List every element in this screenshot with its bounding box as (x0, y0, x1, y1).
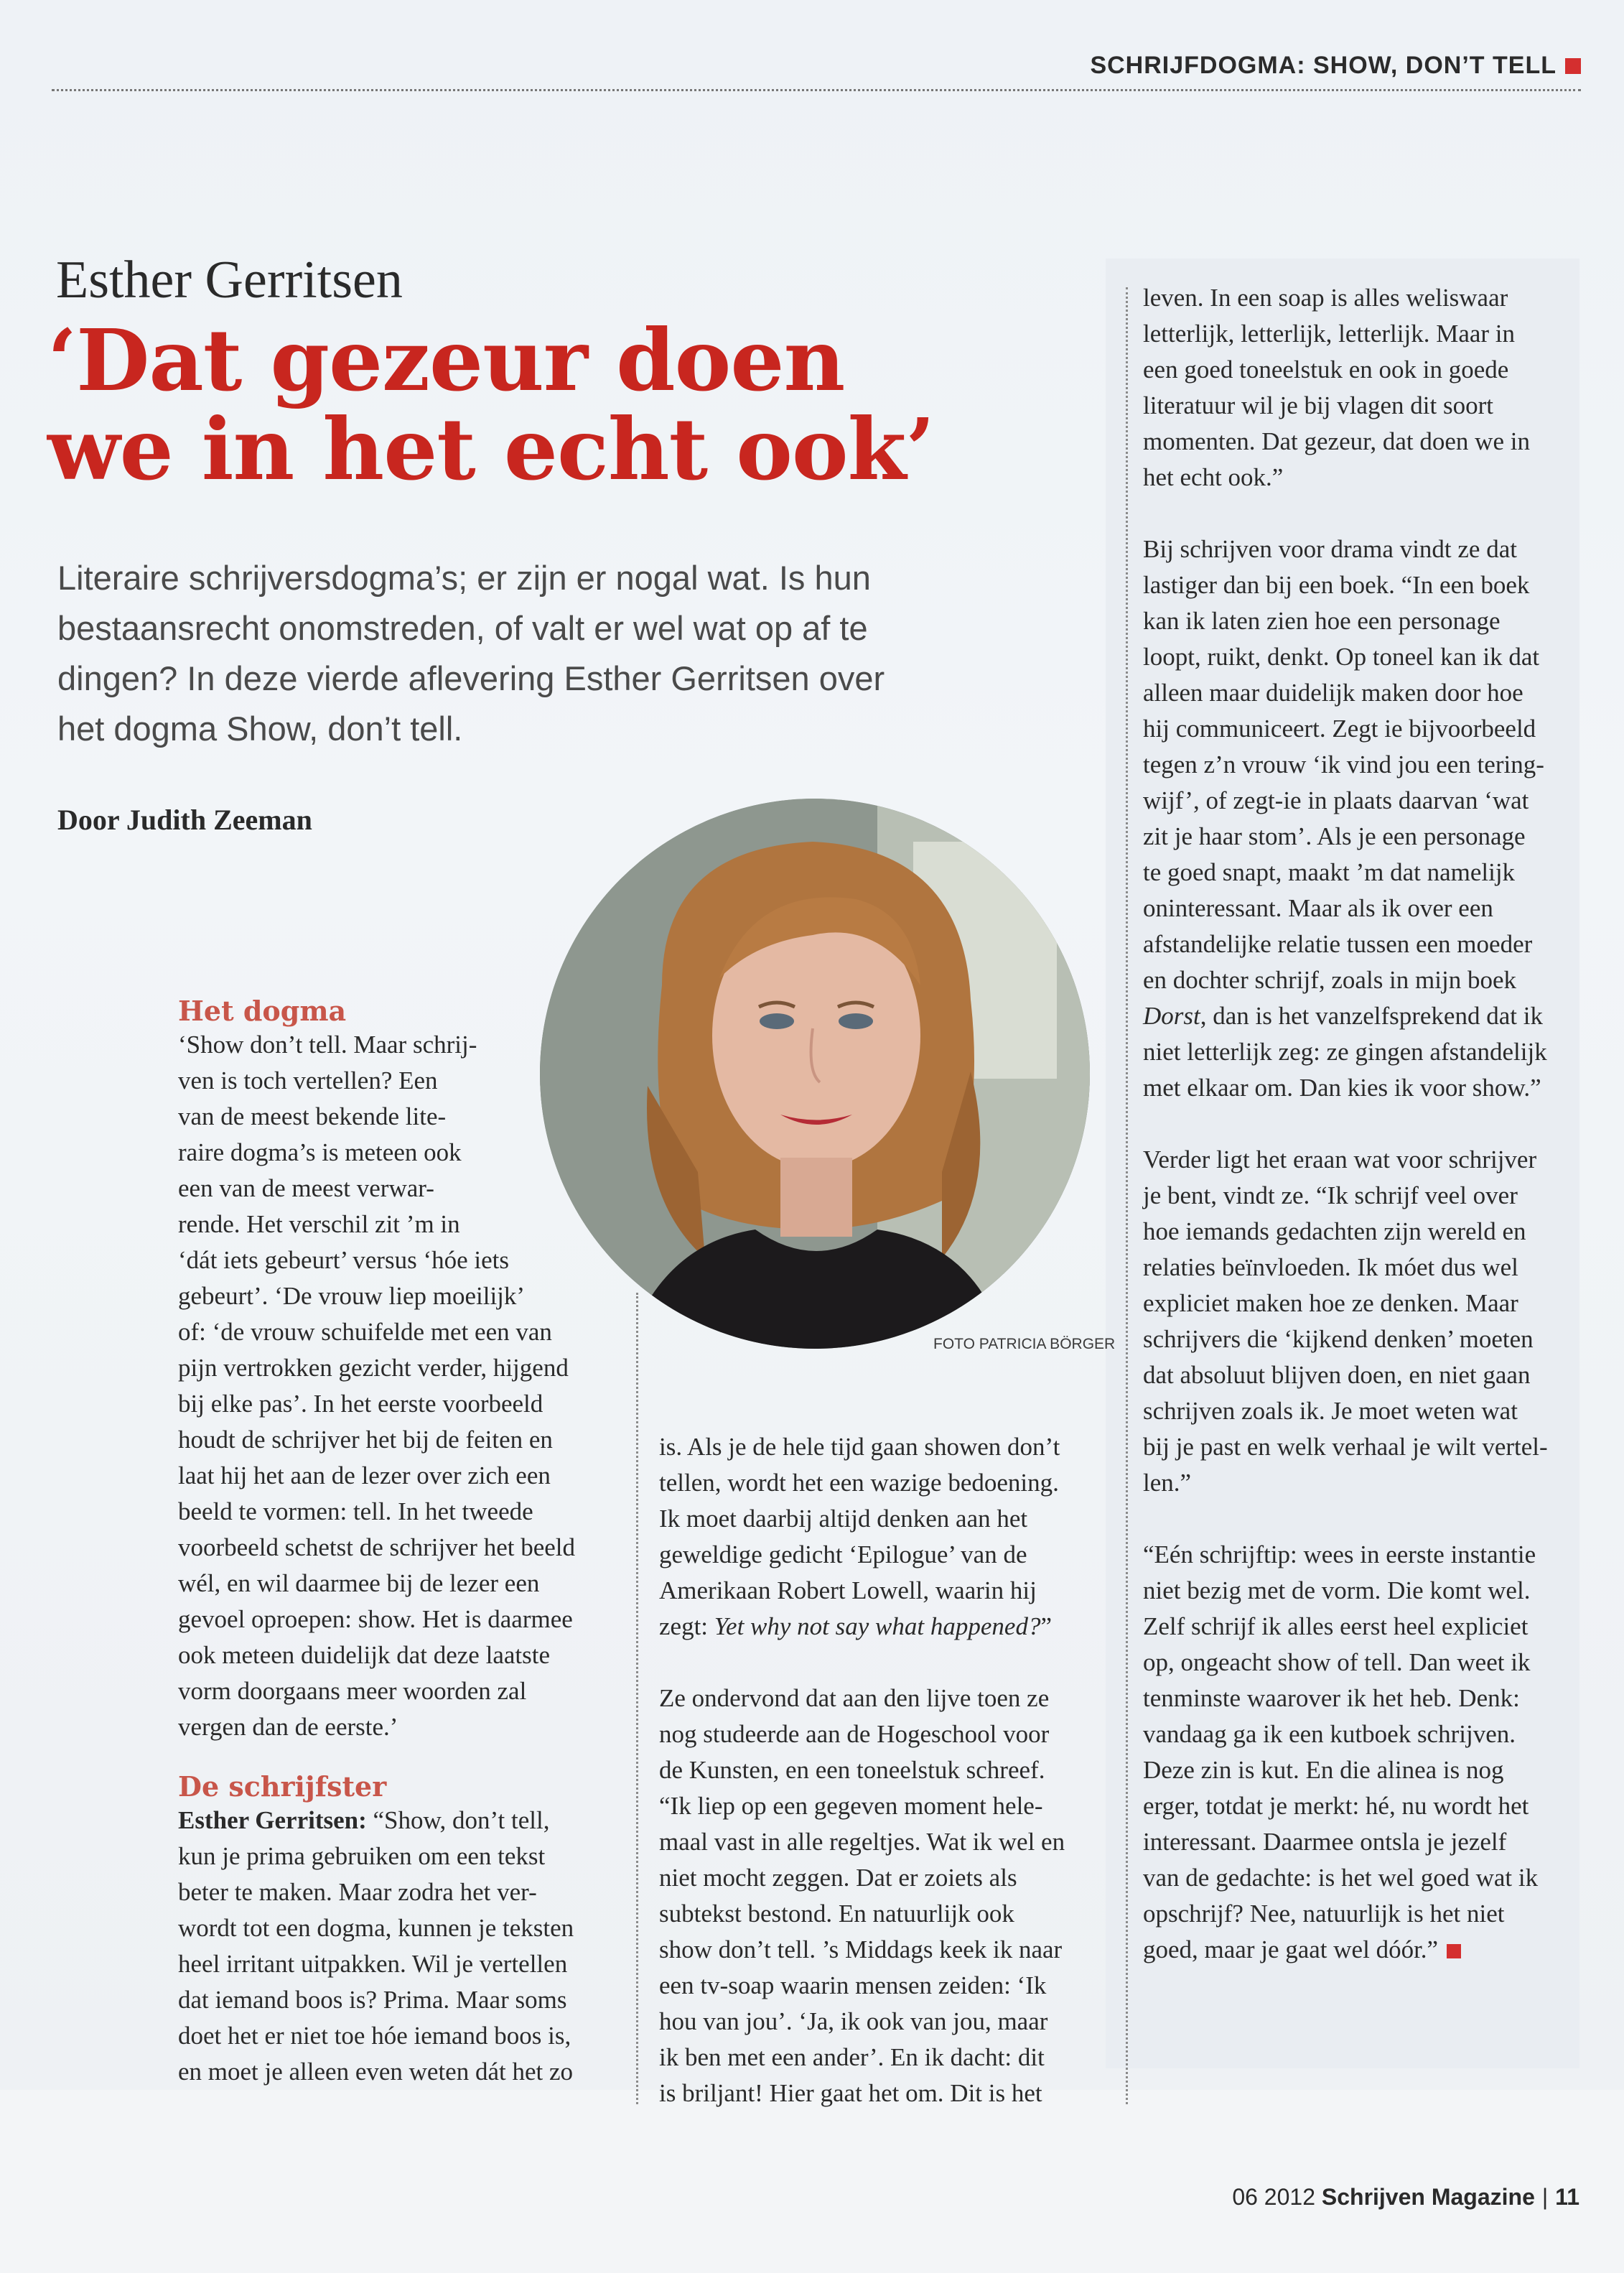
text-line: letterlijk, letterlijk, letterlijk. Maar in (1143, 320, 1516, 348)
paragraph-gap (659, 1645, 1065, 1681)
red-square-icon (1565, 58, 1581, 74)
text-line: Zelf schrijf ik alles eerst heel expliciet (1143, 1612, 1529, 1640)
headline-line: ‘Dat gezeur doen (47, 310, 845, 410)
book-title: Dorst (1143, 1002, 1200, 1030)
text-line: of: ‘de vrouw schuifelde met een van (178, 1318, 552, 1346)
footer-separator: | (1541, 2184, 1549, 2210)
page-footer (1232, 2184, 1579, 2211)
portrait-illustration (540, 799, 1090, 1349)
dogma-text (178, 1027, 575, 1745)
text-line: nog studeerde aan de Hogeschool voor (659, 1720, 1050, 1748)
text-line: Amerikaan Robert Lowell, waarin hij (659, 1576, 1037, 1604)
page-number: 11 (1555, 2184, 1579, 2210)
text-line: beeld te vormen: tell. In het tweede (178, 1497, 533, 1525)
text-line: van de meest bekende lite- (178, 1102, 447, 1130)
text-line (178, 1803, 575, 1839)
text-line: beter te maken. Maar zodra het ver- (178, 1878, 537, 1906)
text-line: momenten. Dat gezeur, dat doen we in (1143, 427, 1530, 455)
text-line: vergen dan de eerste.’ (178, 1713, 398, 1741)
text-line: gevoel oproepen: show. Het is daarmee (178, 1605, 573, 1633)
text-line: een tv-soap waarin mensen zeiden: ‘Ik (659, 1971, 1047, 1999)
text-fragment: , dan is het vanzelfsprekend dat ik (1200, 1002, 1543, 1030)
text-line: literatuur wil je bij vlagen dit soort (1143, 391, 1493, 419)
text-line: kan ik laten zien hoe een personage (1143, 607, 1501, 635)
text-line: laat hij het aan de lezer over zich een (178, 1461, 551, 1489)
magazine-name: Schrijven Magazine (1321, 2184, 1535, 2210)
writer-text (178, 1803, 575, 2090)
text-line: oninteressant. Maar als ik over een (1143, 894, 1493, 922)
text-line: rende. Het verschil zit ’m in (178, 1210, 460, 1238)
text-line: Deze zin is kut. En die alinea is nog (1143, 1756, 1504, 1784)
text-line: is. Als je de hele tijd gaan showen don’t (659, 1433, 1060, 1461)
text-line (1143, 1932, 1548, 1968)
text-line: “Ik liep op een gegeven moment hele- (659, 1792, 1043, 1820)
text-line: houdt de schrijver het bij de feiten en (178, 1426, 553, 1454)
text-line: schrijven zoals ik. Je moet weten wat (1143, 1397, 1518, 1425)
text-line: een goed toneelstuk en ook in goede (1143, 355, 1509, 384)
subhead-writer: De schrijfster (178, 1770, 387, 1803)
text-line: ik ben met een ander’. En ik dacht: dit (659, 2043, 1045, 2071)
text-line: raire dogma’s is meteen ook (178, 1138, 462, 1166)
section-label-text: SCHRIJFDOGMA: SHOW, DON’T TELL (1090, 52, 1557, 79)
article-intro: Literaire schrijversdogma’s; er zijn er nogal wat. Is hun bestaansrecht onomstreden, of valt er wel wat op af te dingen? In deze vierde aflevering Esther Gerritsen over het dogma Show, don’t tell. (57, 559, 885, 748)
text-line: wél, en wil daarmee bij de lezer een (178, 1569, 540, 1597)
text-line: dat absoluut blijven doen, en niet gaan (1143, 1361, 1531, 1389)
text-line: je bent, vindt ze. “Ik schrijf veel over (1143, 1181, 1518, 1209)
text-line: afstandelijke relatie tussen een moeder (1143, 930, 1533, 958)
text-line: leven. In een soap is alles weliswaar (1143, 284, 1508, 312)
article-kicker: Esther Gerritsen (56, 251, 403, 310)
text-line: Bij schrijven voor drama vindt ze dat (1143, 535, 1517, 563)
text-line: vandaag ga ik een kutboek schrijven. (1143, 1720, 1516, 1748)
text-line: interessant. Daarmee ontsla je jezelf (1143, 1828, 1507, 1856)
article-byline: Door Judith Zeeman (57, 804, 312, 836)
text-line: geweldige gedicht ‘Epilogue’ van de (659, 1540, 1027, 1568)
text-line: hoe iemands gedachten zijn wereld en (1143, 1217, 1526, 1245)
paragraph-gap (1143, 1106, 1548, 1142)
text-line: van de gedachte: is het wel goed wat ik (1143, 1864, 1539, 1892)
text-fragment: zegt: (659, 1612, 714, 1640)
text-line: loopt, ruikt, denkt. Op toneel kan ik dat (1143, 643, 1540, 671)
text-line: niet mocht zeggen. Dat er zoiets als (659, 1864, 1017, 1892)
writer-quote-start: “Show, don’t tell, (366, 1806, 550, 1834)
text-line: show don’t tell. ’s Middags keek ik naar (659, 1935, 1063, 1963)
text-line: bij elke pas’. In het eerste voorbeeld (178, 1390, 543, 1418)
text-line: te goed snapt, maakt ’m dat namelijk (1143, 858, 1516, 886)
text-line: kun je prima gebruiken om een tekst (178, 1842, 546, 1870)
column-divider (1126, 287, 1128, 2104)
text-line (659, 1609, 1065, 1645)
text-line: dat iemand boos is? Prima. Maar soms (178, 1986, 567, 2014)
paragraph-gap (1143, 1501, 1548, 1537)
text-line: het echt ook.” (1143, 463, 1284, 491)
text-line: de Kunsten, en een toneelstuk schreef. (659, 1756, 1045, 1784)
text-line: Verder ligt het eraan wat voor schrijver (1143, 1145, 1537, 1173)
portrait-photo (540, 799, 1090, 1349)
text-line: wordt tot een dogma, kunnen je teksten (178, 1914, 574, 1942)
headline-line: we in het echt ook’ (47, 399, 935, 499)
text-line: heel irritant uitpakken. Wil je vertellen (178, 1950, 568, 1978)
text-line: op, ongeacht show of tell. Dan weet ik (1143, 1648, 1531, 1676)
column-3 (1143, 280, 1548, 1968)
column-1 (178, 993, 575, 2090)
text-line: bij je past en welk verhaal je wilt vertel- (1143, 1433, 1548, 1461)
text-line: gebeurt’. ‘De vrouw liep moeilijk’ (178, 1282, 526, 1310)
text-line: schrijvers die ‘kijkend denken’ moeten (1143, 1325, 1534, 1353)
subhead-dogma: Het dogma (178, 995, 347, 1027)
text-line: wijf’, of zegt-ie in plaats daarvan ‘wat (1143, 786, 1529, 814)
text-line: tegen z’n vrouw ‘ik vind jou een tering- (1143, 750, 1544, 778)
text-line: en moet je alleen even weten dát het zo (178, 2058, 574, 2086)
text-line: pijn vertrokken gezicht verder, hijgend (178, 1354, 569, 1382)
text-line: relaties beïnvloeden. Ik móet dus wel (1143, 1253, 1518, 1281)
text-line: en dochter schrijf, zoals in mijn boek (1143, 966, 1516, 994)
text-line: lastiger dan bij een boek. “In een boek (1143, 571, 1530, 599)
text-line: expliciet maken hoe ze denken. Maar (1143, 1289, 1518, 1317)
text-line: is briljant! Hier gaat het om. Dit is het (659, 2079, 1042, 2107)
paragraph-gap (1143, 496, 1548, 531)
text-line: erger, totdat je merkt: hé, nu wordt het (1143, 1792, 1529, 1820)
end-mark-icon (1447, 1944, 1461, 1958)
text-line: ‘dát iets gebeurt’ versus ‘hóe iets (178, 1246, 509, 1274)
text-line: voorbeeld schetst de schrijver het beeld (178, 1533, 575, 1561)
text-line: Ik moet daarbij altijd denken aan het (659, 1505, 1028, 1533)
text-line: ‘Show don’t tell. Maar schrij- (178, 1031, 477, 1059)
section-label (1090, 52, 1581, 80)
text-line: ook meteen duidelijk dat deze laatste (178, 1641, 550, 1669)
text-line: maal vast in alle regeltjes. Wat ik wel en (659, 1828, 1065, 1856)
issue-date: 06 2012 (1232, 2184, 1315, 2210)
text-fragment: ” (1040, 1612, 1052, 1640)
header-divider (52, 89, 1581, 91)
photo-credit: FOTO PATRICIA BÖRGER (933, 1336, 1116, 1352)
text-line: ven is toch vertellen? Een (178, 1066, 438, 1094)
article-headline (47, 310, 1124, 499)
text-line: hou van jou’. ‘Ja, ik ook van jou, maar (659, 2007, 1048, 2035)
column-2 (659, 1429, 1065, 2111)
text-line (1143, 998, 1548, 1034)
text-line: opschrijf? Nee, natuurlijk is het niet (1143, 1900, 1505, 1928)
text-line: alleen maar duidelijk maken door hoe (1143, 679, 1523, 707)
text-line: tellen, wordt het een wazige bedoening. (659, 1469, 1059, 1497)
text-line: doet het er niet toe hóe iemand boos is, (178, 2022, 571, 2050)
text-line: tenminste waarover ik het heb. Denk: (1143, 1684, 1520, 1712)
text-line: “Eén schrijftip: wees in eerste instantie (1143, 1540, 1536, 1568)
text-line: Ze ondervond dat aan den lijve toen ze (659, 1684, 1050, 1712)
text-line: een van de meest verwar- (178, 1174, 434, 1202)
column-divider (636, 1293, 638, 2104)
text-fragment: goed, maar je gaat wel dóór.” (1143, 1935, 1439, 1963)
text-line: zit je haar stom’. Als je een personage (1143, 822, 1526, 850)
writer-name: Esther Gerritsen: (178, 1806, 367, 1834)
text-line: subtekst bestond. En natuurlijk ook (659, 1900, 1014, 1928)
text-line: len.” (1143, 1469, 1192, 1497)
text-line: niet letterlijk zeg: ze gingen afstandelijk (1143, 1038, 1547, 1066)
text-line: vorm doorgaans meer woorden zal (178, 1677, 527, 1705)
text-line: met elkaar om. Dan kies ik voor show.” (1143, 1074, 1541, 1102)
text-line: hij communiceert. Zegt ie bijvoorbeeld (1143, 715, 1536, 743)
poem-quote: Yet why not say what happened? (714, 1612, 1041, 1640)
text-line: niet bezig met de vorm. Die komt wel. (1143, 1576, 1531, 1604)
